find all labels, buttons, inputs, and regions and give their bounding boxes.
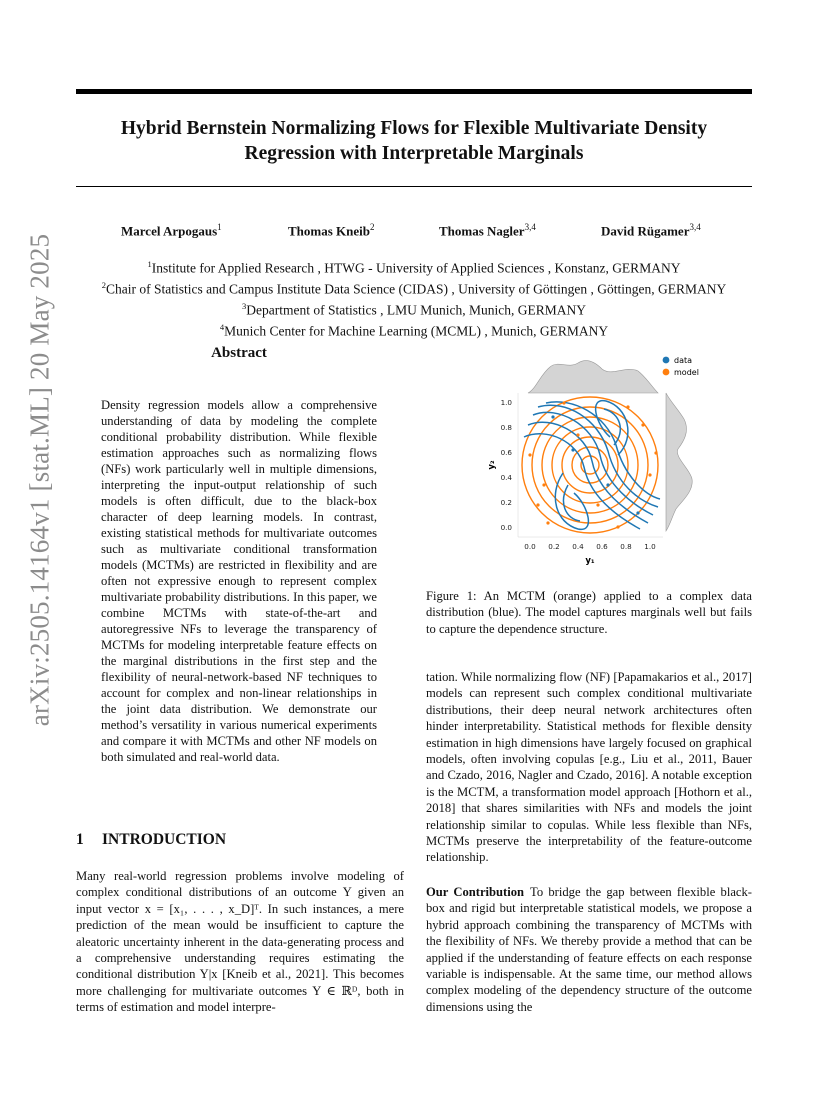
section-number: 1 — [76, 831, 84, 848]
abstract-heading: Abstract — [211, 345, 267, 361]
abstract-text: Density regression models allow a comprehensive understanding of data by modeling the complete conditional probability distribution. While flexible estimation approaches such as normalizing flows (NFs) work particularly well in multiple dimensions, interpreting the input-output relationship of such models is often difficult, due to the black-box character of deep learning models. In contrast, existing statistical methods for multivariate outcomes such as multivariate conditional transformation models (MCTMs) are restricted in flexibility and are often not expressive enough to represent complex multivariate probability distributions. In this paper, we combine MCTMs with state-of-the-art and autoregressive NFs to leverage the transparency of MCTMs for modeling interpretable feature effects on the marginal distributions in the first step and the flexibility of neural-network-based NF techniques to account for complex and non-linear relationships in the joint data distribution. We demonstrate our method’s versatility in various numerical experiments and compare it with MCTMs and other NF models on both simulated and real-world data. — [101, 398, 377, 764]
x-tick-label: 0.6 — [596, 542, 608, 551]
y-tick-labels — [501, 398, 513, 532]
affiliation-text: Chair of Statistics and Campus Institute Data Science (CIDAS) , University of Göttingen , Göttingen, GERMANY — [106, 281, 727, 297]
affiliation-4 — [76, 319, 752, 340]
affiliation-list — [76, 256, 752, 340]
author-list — [0, 222, 828, 242]
top-marginal-density — [528, 361, 658, 393]
x-tick-label: 1.0 — [644, 542, 656, 551]
author-4 — [601, 222, 701, 239]
contribution-text: To bridge the gap between flexible black-box and rigid but interpretable statistical models, we propose a hybrid approach combining the transparency of MCTMs with the flexibility of NFs. We thereby provide a method that can be applied if the understanding of feature effects on each response variable is indispensable. At the same time, our method allows complex modeling of the dependency structure of the outcome dimensions using the — [426, 885, 752, 1014]
y-axis-label: y₂ — [487, 460, 497, 470]
author-name: Marcel Arpogaus — [121, 223, 218, 239]
top-rule — [76, 89, 752, 94]
legend-model-marker — [663, 369, 670, 376]
x-tick-label: 0.0 — [524, 542, 536, 551]
x-tick-label: 0.2 — [548, 542, 560, 551]
legend-data-label: data — [674, 356, 693, 365]
contribution-lead: Our Contribution — [426, 885, 525, 899]
title-line-2: Regression with Interpretable Marginals — [244, 143, 584, 164]
author-name: Thomas Kneib — [288, 223, 370, 239]
author-name: Thomas Nagler — [439, 223, 525, 239]
affiliation-1 — [76, 256, 752, 277]
y-tick-label: 0.0 — [500, 523, 512, 532]
y-tick-label: 0.4 — [500, 473, 512, 482]
x-tick-label: 0.4 — [572, 542, 584, 551]
author-sup: 1 — [217, 222, 222, 232]
legend-data-marker — [663, 357, 670, 364]
affiliation-sup: 2 — [101, 280, 107, 290]
y-tick-label: 0.8 — [500, 423, 512, 432]
section-title: INTRODUCTION — [102, 831, 227, 848]
affiliation-text: Munich Center for Machine Learning (MCML) , Munich, GERMANY — [224, 323, 609, 339]
title-bottom-rule — [76, 186, 752, 187]
x-axis-label: y₁ — [585, 556, 595, 566]
author-sup: 3,4 — [689, 222, 701, 232]
figure-1-plot — [478, 345, 708, 575]
legend-model-label: model — [674, 368, 699, 377]
arxiv-identifier: arXiv:2505.14164v1 [stat.ML] 20 May 2025 — [24, 233, 55, 727]
y-tick-label: 0.2 — [500, 498, 512, 507]
author-2 — [288, 222, 375, 239]
affiliation-text: Department of Statistics , LMU Munich, Munich, GERMANY — [246, 302, 586, 318]
author-sup: 3,4 — [524, 222, 536, 232]
author-sup: 2 — [370, 222, 375, 232]
author-name: David Rügamer — [601, 223, 690, 239]
x-tick-labels — [524, 542, 656, 551]
section-heading — [76, 831, 226, 849]
affiliation-sup: 4 — [219, 322, 225, 332]
right-column-paragraph: tation. While normalizing flow (NF) [Papamakarios et al., 2017] models can represent such complex conditional multivariate distributions, their deep neural network architectures often hinder interpretability. Statistical methods for flexible density estimation in high dimensions have largely focused on graphical models, often involving copulas [e.g., Liu et al., 2011, Bauer and Czado, 2016, Nagler and Czado, 2016]. A notable exception is the MCTM, a transformation model approach [Hothorn et al., 2018] that shares similarities with NFs and models the joint relationship similar to copulas. While less flexible than NFs, MCTMs preserve the interpretability of the feature-outcome relationship. — [426, 670, 752, 865]
affiliation-2 — [76, 277, 752, 298]
paper-title — [76, 116, 752, 166]
y-tick-label: 0.6 — [500, 448, 512, 457]
title-line-1: Hybrid Bernstein Normalizing Flows for Flexible Multivariate Density — [120, 118, 708, 139]
affiliation-3 — [76, 298, 752, 319]
data-density-contours — [524, 401, 660, 530]
author-1 — [121, 222, 222, 239]
affiliation-sup: 3 — [242, 301, 247, 311]
author-3 — [439, 222, 536, 239]
affiliation-text: Institute for Applied Research , HTWG - University of Applied Sciences , Konstanz, GERMANY — [151, 260, 681, 276]
right-marginal-density — [666, 393, 692, 531]
x-tick-label: 0.8 — [620, 542, 632, 551]
intro-paragraph: Many real-world regression problems involve modeling of complex conditional distributions of an outcome Y given an input vector x = [x₁, . . . , x_D]ᵀ. In such instances, a mere prediction of the mean would be insufficient to capture the aleatoric uncertainty inherent in the data-generating process and a comprehensive understanding requires estimating the conditional distribution Y|x [Kneib et al., 2021]. This becomes more challenging for multivariate outcomes Y ∈ ℝᴰ, both in terms of estimation and model interpre- — [76, 869, 404, 1015]
figure-caption: Figure 1: An MCTM (orange) applied to a complex data distribution (blue). The model captures marginals well but fails to capture the dependence structure. — [426, 589, 752, 636]
affiliation-sup: 1 — [147, 259, 152, 269]
y-tick-label: 1.0 — [500, 398, 512, 407]
contribution-paragraph — [426, 884, 752, 1015]
